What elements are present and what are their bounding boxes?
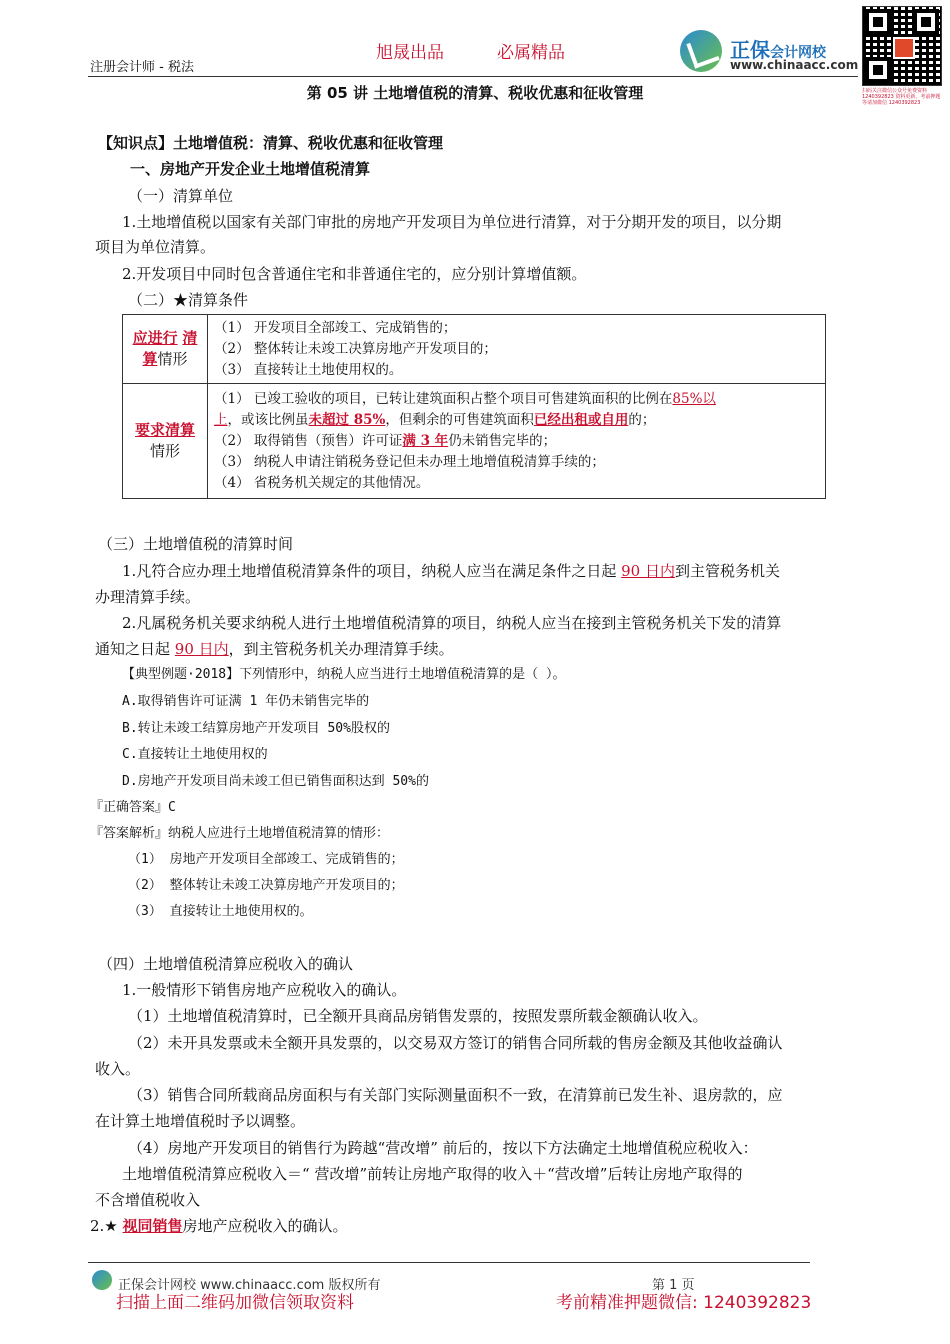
sub-heading-timing: （三）土地增值税的清算时间 [98,535,294,553]
highlight: 90 日内 [621,562,675,580]
paragraph: 2.开发项目中同时包含普通住宅和非普通住宅的，应分别计算增值额。 [122,265,587,283]
label-text: 算 [142,350,158,368]
page-number: 第 1 页 [652,1278,695,1293]
logo-url: www.chinaacc.com [730,58,859,72]
paragraph: （4）房地产开发项目的销售行为跨越“营改增” 前后的，按以下方法确定土地增值税应税收入： [128,1139,758,1157]
label-text: 要求清算 [134,421,195,439]
paragraph: （2）未开具发票或未全额开具发票的，以交易双方签订的销售合同所载的售房金额及其他收益确认 [128,1034,783,1052]
qr-center-logo [893,37,915,59]
logo-name-text: 正保 [730,38,770,62]
label-text: 清 [182,329,198,347]
paragraph: （3）销售合同所载商品房面积与有关部门实际测量面积不一致，在清算前已发生补、退房款的，应 [128,1086,783,1104]
highlight: 上 [214,411,228,428]
list-item [214,389,819,410]
option-b: B.转让未竣工结算房地产开发项目 50%股权的 [122,721,390,736]
paragraph: （1）土地增值税清算时，已全额开具商品房销售发票的，按照发票所载金额确认收入。 [128,1007,708,1025]
clearance-conditions-table [122,314,826,499]
highlight: 满 3 年 [402,432,449,449]
highlight: 已经出租或自用 [533,411,629,428]
text: （1） 已竣工验收的项目，已转让建筑面积占整个项目可售建筑面积的比例在 [214,390,673,407]
text: 1.凡符合应办理土地增值税清算条件的项目，纳税人应当在满足条件之日起 [122,562,617,580]
paragraph: 1.一般情形下销售房地产应税收入的确认。 [122,981,407,999]
label-text: 情形 [149,442,180,460]
list-item: （4） 省税务机关规定的其他情况。 [214,474,430,491]
option-c: C.直接转让土地使用权的 [122,747,268,762]
formula: 不含增值税收入 [95,1191,201,1209]
footer-divider [88,1262,810,1263]
paragraph: 办理清算手续。 [95,588,201,606]
must-clear-label [123,315,208,384]
text: ，到主管税务机关办理清算手续。 [228,640,454,658]
qr-note: 扫码关注微信公众号免费资料 1240392823 资料更新，考前押题等请加微信 1240392823 [862,88,941,106]
must-clear-items [208,315,826,384]
text: 2.★ [90,1217,123,1235]
list-item [214,410,819,431]
qr-code-icon[interactable] [862,6,942,86]
paragraph: 在计算土地增值税时予以调整。 [95,1112,306,1130]
sub-heading-revenue: （四）土地增值税清算应税收入的确认 [98,955,354,973]
sub-heading-conditions: （二）★清算条件 [128,291,249,309]
slogan-right: 必属精品 [497,43,565,63]
highlight: 视同销售 [122,1217,183,1235]
lecture-title: 第 05 讲 土地增值税的清算、税收优惠和征收管理 [306,84,644,102]
paragraph: 1.土地增值税以国家有关部门审批的房地产开发项目为单位进行清算，对于分期开发的项目，以分期 [122,213,782,231]
list-item: （2） 整体转让未竣工决算房地产开发项目的； [214,340,497,357]
list-item: （3） 纳税人申请注销税务登记但未办理土地增值税清算手续的； [214,453,605,470]
may-require-label [123,384,208,499]
text: ，或该比例虽 [227,411,309,428]
qr-eye [865,57,891,83]
promo-right: 考前精准押题微信: 1240392823 [556,1293,812,1313]
paragraph [90,1215,348,1237]
paragraph: 2.凡属税务机关要求纳税人进行土地增值税清算的项目，纳税人应当在接到主管税务机关下发的清算 [122,614,782,632]
option-a: A.取得销售许可证满 1 年仍未销售完毕的 [122,694,370,709]
text: 仍未销售完毕的； [448,432,557,449]
footer-logo-icon [92,1270,112,1290]
text: 到主管税务机关 [674,562,780,580]
list-item [214,431,819,452]
list-item: （3） 直接转让土地使用权的。 [214,361,403,378]
text: ，但剩余的可售建筑面积 [385,411,534,428]
may-require-items [208,384,826,499]
promo-left: 扫描上面二维码加微信领取资料 [116,1293,354,1313]
logo-sub: 会计网校 [770,45,826,61]
paragraph [122,560,780,582]
paragraph: 收入。 [95,1060,141,1078]
table-row [123,384,826,499]
option-d: D.房地产开发项目尚未竣工但已销售面积达到 50%的 [122,774,429,789]
logo-icon [680,30,722,72]
qr-eye [913,9,939,35]
course-name: 注册会计师 - 税法 [90,60,194,75]
paragraph [95,638,454,660]
text: 的； [628,411,656,428]
highlight: 未超过 85% [308,411,386,428]
copyright: 正保会计网校 www.chinaacc.com 版权所有 [118,1278,381,1293]
list-item: （1） 房地产开发项目全部竣工、完成销售的； [128,852,404,867]
knowledge-point-heading: 【知识点】土地增值税：清算、税收优惠和征收管理 [98,134,444,152]
label-text: 应进行 [132,329,178,347]
list-item: （2） 整体转让未竣工决算房地产开发项目的； [128,878,404,893]
slogan-left: 旭晟出品 [376,43,444,63]
paragraph: 项目为单位清算。 [95,238,216,256]
sub-heading-unit: （一）清算单位 [128,187,234,205]
list-item: （1） 开发项目全部竣工、完成销售的； [214,319,457,336]
table-row [123,315,826,384]
section-heading: 一、房地产开发企业土地增值税清算 [130,160,371,178]
label-text: 情形 [157,350,188,368]
highlight: 85%以 [672,390,716,407]
answer: 『正确答案』C [90,800,176,815]
header-divider [88,76,858,77]
highlight: 90 日内 [174,640,229,658]
qr-eye [865,9,891,35]
text: 房地产应税收入的确认。 [182,1217,348,1235]
text: 通知之日起 [95,640,171,658]
analysis: 『答案解析』纳税人应进行土地增值税清算的情形： [90,826,390,841]
text: （2） 取得销售（预售）许可证 [214,432,403,449]
list-item: （3） 直接转让土地使用权的。 [128,904,313,919]
formula: 土地增值税清算应税收入＝“ 营改增”前转让房地产取得的收入＋“营改增”后转让房地产取得的 [122,1165,743,1183]
example-stem: 【典型例题·2018】下列情形中，纳税人应当进行土地增值税清算的是（ ）。 [122,667,566,682]
